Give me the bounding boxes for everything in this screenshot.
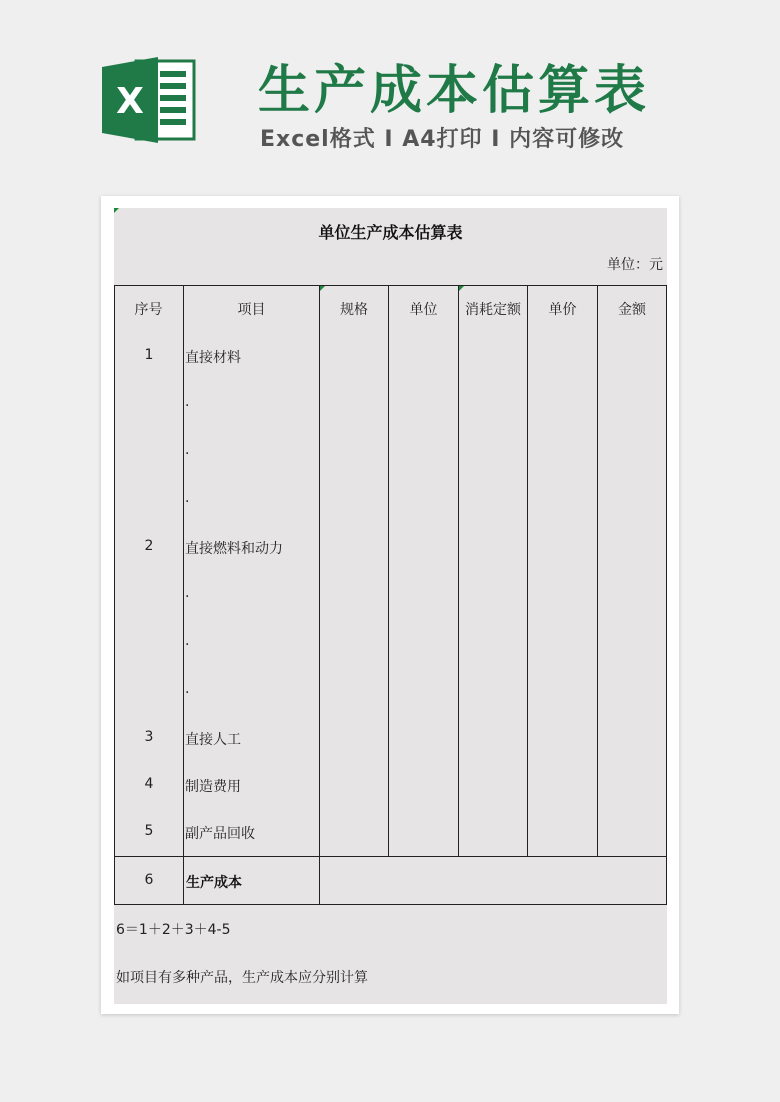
row-item: .: [185, 490, 190, 506]
cell-marker-icon: [320, 286, 325, 291]
column-separator: [597, 285, 598, 857]
column-separator: [527, 285, 528, 857]
column-header-unit: 单位: [409, 302, 438, 318]
row-item: .: [185, 585, 190, 601]
column-header-no: 序号: [134, 302, 163, 318]
sheet-title: 单位生产成本估算表: [318, 223, 463, 242]
row-number: 1: [144, 347, 154, 363]
cell-marker-icon: [114, 208, 119, 213]
total-row-label: 生产成本: [186, 875, 242, 891]
spreadsheet-preview: [114, 208, 667, 1004]
row-item: .: [185, 633, 190, 649]
row-number: 4: [144, 776, 154, 792]
page-header: [0, 0, 780, 180]
row-item: .: [185, 442, 190, 458]
column-separator: [458, 285, 459, 857]
row-item: .: [185, 681, 190, 697]
table-border-left: [114, 285, 115, 905]
table-border-right: [666, 285, 667, 905]
column-header-price: 单价: [548, 302, 577, 318]
row-number: 5: [144, 823, 154, 839]
unit-label: 单位：元: [607, 257, 663, 273]
row-item: .: [185, 394, 190, 410]
column-header-item: 项目: [237, 302, 266, 318]
row-item: 直接材料: [185, 350, 241, 366]
row-item: 直接人工: [185, 732, 241, 748]
excel-logo-icon: [102, 55, 198, 145]
formula-note: 6＝1＋2＋3＋4-5: [116, 922, 231, 938]
page-subtitle: Excel格式 I A4打印 I 内容可修改: [260, 127, 625, 152]
row-number: 3: [144, 729, 154, 745]
cell-marker-icon: [459, 286, 464, 291]
row-item: 副产品回收: [185, 826, 255, 842]
table-border-bottom: [114, 904, 667, 905]
remark-note: 如项目有多种产品，生产成本应分别计算: [116, 970, 368, 986]
column-header-spec: 规格: [340, 302, 368, 318]
row-number: 2: [144, 538, 154, 554]
row-item: 制造费用: [185, 779, 241, 795]
excel-logo-letter: X: [116, 81, 144, 122]
table-divider: [114, 856, 667, 857]
column-header-quota: 消耗定额: [465, 302, 521, 318]
total-row-number: 6: [144, 872, 154, 888]
table-border-top: [114, 285, 667, 286]
column-separator: [183, 285, 184, 905]
page-title: 生产成本估算表: [258, 61, 651, 121]
column-header-amount: 金额: [618, 302, 646, 318]
row-item: 直接燃料和动力: [185, 541, 283, 557]
column-separator: [388, 285, 389, 857]
column-separator: [319, 285, 320, 905]
